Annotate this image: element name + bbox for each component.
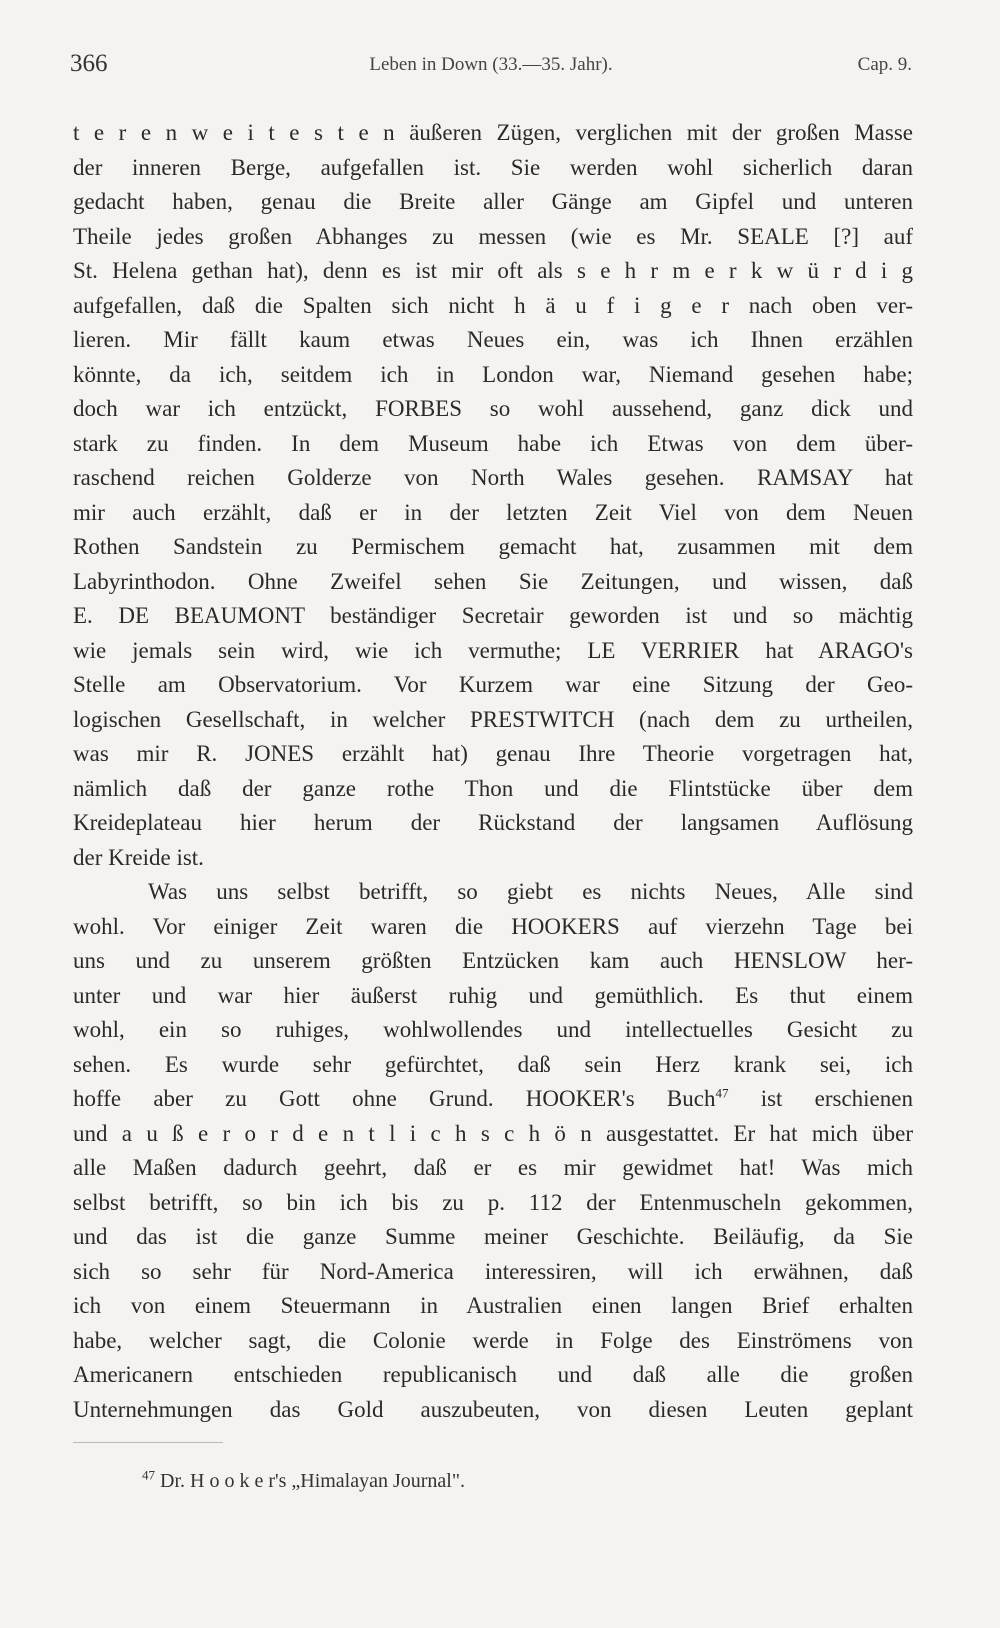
text-line: Americanern entschieden republicanisch und daß alle die großen	[73, 1362, 913, 1387]
text-line: was mir R. JONES erzählt hat) genau Ihre Theorie vorgetragen hat,	[73, 741, 913, 766]
text-line: und das ist die ganze Summe meiner Geschichte. Beiläufig, da Sie	[73, 1224, 913, 1249]
text-line: habe, welcher sagt, die Colonie werde in Folge des Einströmens von	[73, 1327, 913, 1353]
text-line: raschend reichen Golderze von North Wales gesehen. RAMSAY hat	[73, 465, 913, 490]
text-line: doch war ich entzückt, FORBES so wohl aussehend, ganz dick und	[73, 396, 913, 421]
text-line: t e r e n w e i t e s t e n äußeren Zügen, verglichen mit der großen Masse	[73, 120, 913, 145]
text-line: Theile jedes großen Abhanges zu messen (wie es Mr. SEALE [?] auf	[73, 223, 913, 249]
text-line-with-footnote-ref	[73, 1082, 913, 1117]
text-line: Kreideplateau hier herum der Rückstand der langsamen Auflösung	[73, 810, 913, 835]
text-line: ich von einem Steuermann in Australien einen langen Brief erhalten	[73, 1293, 913, 1318]
text-line: gedacht haben, genau die Breite aller Gänge am Gipfel und unteren	[73, 189, 913, 214]
line-text-tail: ist erschienen	[728, 1086, 913, 1111]
running-title: Leben in Down (33.—35. Jahr).	[369, 54, 613, 75]
footnote-divider	[73, 1442, 223, 1443]
text-line: Labyrinthodon. Ohne Zweifel sehen Sie Zeitungen, und wissen, daß	[73, 568, 913, 594]
text-line: aufgefallen, daß die Spalten sich nicht h ä u f i g e r nach oben ver-	[73, 292, 913, 318]
footnote-reference: 47	[715, 1085, 729, 1101]
text-line: wohl. Vor einiger Zeit waren die HOOKERS auf vierzehn Tage bei	[73, 913, 913, 939]
body-text	[73, 116, 913, 1427]
text-line: der Kreide ist.	[73, 844, 204, 870]
text-line: Stelle am Observatorium. Vor Kurzem war eine Sitzung der Geo-	[73, 672, 913, 697]
text-line: St. Helena gethan hat), denn es ist mir oft als s e h r m e r k w ü r d i g	[73, 258, 913, 283]
text-line: E. DE BEAUMONT beständiger Secretair geworden ist und so mächtig	[73, 603, 913, 628]
text-line: alle Maßen dadurch geehrt, daß er es mir gewidmet hat! Was mich	[73, 1155, 913, 1180]
text-line: Unternehmungen das Gold auszubeuten, von diesen Leuten geplant	[73, 1396, 913, 1422]
text-line: Rothen Sandstein zu Permischem gemacht hat, zusammen mit dem	[73, 534, 913, 559]
text-line: logischen Gesellschaft, in welcher PRESTWITCH (nach dem zu urtheilen,	[73, 706, 913, 732]
text-line: sich so sehr für Nord-America interessiren, will ich erwähnen, daß	[73, 1258, 913, 1284]
footnote-text: Dr. H o o k e r's „Himalayan Journal".	[155, 1470, 466, 1492]
text-line: uns und zu unserem größten Entzücken kam auch HENSLOW her-	[73, 948, 913, 973]
text-line: wohl, ein so ruhiges, wohlwollendes und intellectuelles Gesicht zu	[73, 1017, 913, 1042]
text-line: nämlich daß der ganze rothe Thon und die Flintstücke über dem	[73, 775, 913, 801]
text-line: der inneren Berge, aufgefallen ist. Sie werden wohl sicherlich daran	[73, 154, 913, 180]
text-line: wie jemals sein wird, wie ich vermuthe; LE VERRIER hat ARAGO's	[73, 637, 913, 663]
chapter-label: Cap. 9.	[857, 54, 912, 75]
page-header	[70, 50, 912, 84]
paragraph-start-line: Was uns selbst betrifft, so giebt es nichts Neues, Alle sind	[148, 879, 913, 904]
text-line: lieren. Mir fällt kaum etwas Neues ein, was ich Ihnen erzählen	[73, 327, 913, 352]
footnote-marker: 47	[142, 1467, 155, 1483]
footnote	[142, 1467, 466, 1493]
text-line: sehen. Es wurde sehr gefürchtet, daß sein Herz krank sei, ich	[73, 1051, 913, 1077]
line-text: hoffe aber zu Gott ohne Grund. HOOKER's Buch	[73, 1086, 716, 1111]
page-number: 366	[70, 50, 108, 77]
text-line: stark zu finden. In dem Museum habe ich Etwas von dem über-	[73, 430, 913, 456]
text-line: mir auch erzählt, daß er in der letzten Zeit Viel von dem Neuen	[73, 499, 913, 525]
text-line: selbst betrifft, so bin ich bis zu p. 112 der Entenmuscheln gekommen,	[73, 1189, 913, 1215]
text-line: und a u ß e r o r d e n t l i c h s c h ö n ausgestattet. Er hat mich über	[73, 1120, 913, 1146]
text-line: unter und war hier äußerst ruhig und gemüthlich. Es thut einem	[73, 982, 913, 1008]
text-line: könnte, da ich, seitdem ich in London war, Niemand gesehen habe;	[73, 361, 913, 387]
